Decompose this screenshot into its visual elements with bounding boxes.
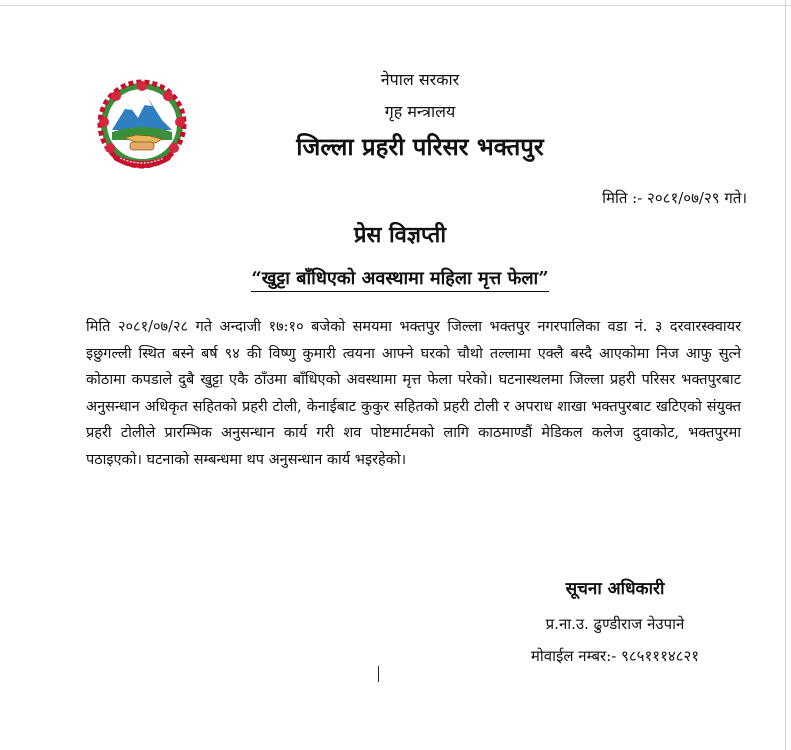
release-date: मिति :- २०८१/०७/२९ गते।: [602, 189, 747, 207]
press-release-body: मिति २०८१/०७/२८ गते अन्दाजी १७:१० बजेको समयमा भक्तपुर जिल्ला भक्तपुर नगरपालिका वडा नं. ३ दरवारस्क्वायर इछुगल्ली स्थित बस्ने बर्ष ९४ की विष्णु कुमारी त्वयना आफ्ने घरको चौथो तल्लामा एक्लै बस्दै आएकोमा निज आफु सुत्ने कोठामा कपडाले दुबै खुट्टा एकै ठाँउमा बाँधिएको अवस्थामा मृत्त फेला परेको। घटनास्थलमा जिल्ला प्रहरी परिसर भक्तपुरबाट अनुसन्धान अधिकृत सहितको प्रहरी टोली, केनाईबाट कुकुर सहितको प्रहरी टोली र अपराध शाखा भक्तपुरबाट खटिएको संयुक्त प्रहरी टोलीले प्रारम्भिक अनुसन्धान कार्य गरी शव पोष्टमार्टमको लागि काठमाण्डौं मेडिकल कलेज दुवाकोट, भक्तपुरमा पठाइएको। घटनाको सम्बन्धमा थप अनुसन्धान कार्य भइरहेको।: [86, 319, 742, 468]
document-top-border: [0, 0, 791, 6]
text-cursor: [378, 666, 379, 682]
ministry-name: गृह मन्त्रालय: [384, 102, 456, 121]
government-name: नेपाल सरकार: [380, 70, 460, 89]
office-name: जिल्ला प्रहरी परिसर भक्तपुर: [296, 132, 544, 161]
nepal-government-emblem-icon: [96, 78, 188, 170]
document-right-border: [785, 0, 791, 750]
news-headline-text: “खुट्टा बाँधिएको अवस्थामा महिला मृत्त फेला”: [251, 268, 548, 292]
signatory-name: प्र.ना.उ. ढुण्डीराज नेउपाने: [545, 615, 685, 633]
news-headline: [160, 266, 640, 290]
signatory-title: सूचना अधिकारी: [565, 579, 665, 599]
press-release-title: प्रेस विज्ञप्ती: [353, 222, 447, 248]
signatory-phone: मोवाईल नम्बर:- ९८५१११४८२१: [530, 647, 700, 665]
